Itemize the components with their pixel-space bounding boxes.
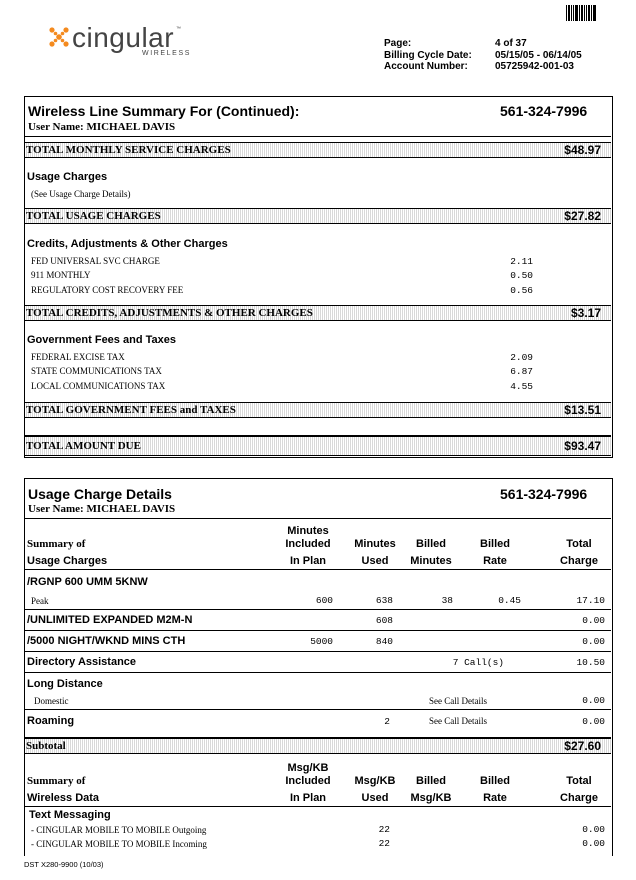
wireless-data-label: Wireless Data	[27, 792, 100, 804]
usage-charges-label: Usage Charges	[27, 555, 108, 567]
billed-rate: 0.45	[498, 595, 521, 606]
col-header: Included	[285, 775, 331, 787]
subtotal-amount: $27.60	[564, 739, 601, 753]
col-header: Msg/KB	[354, 775, 396, 787]
credit-item-name: REGULATORY COST RECOVERY FEE	[31, 285, 184, 295]
col-header: Billed	[480, 538, 510, 550]
credit-item-amount: 0.56	[510, 285, 533, 296]
col-header: In Plan	[289, 555, 327, 567]
credit-item-amount: 0.50	[510, 270, 533, 281]
logo-subtitle: WIRELESS	[142, 50, 191, 57]
gov-item-name: FEDERAL EXCISE TAX	[31, 352, 125, 362]
account-number-value: 05725942-001-03	[495, 61, 574, 72]
total-credits-row	[25, 305, 611, 321]
total-charge: 0.00	[582, 716, 605, 727]
msg-used: 22	[378, 824, 390, 835]
col-header: Rate	[483, 555, 507, 567]
credit-item-name: FED UNIVERSAL SVC CHARGE	[31, 256, 160, 266]
usage-details-user: User Name: MICHAEL DAVIS	[28, 503, 176, 515]
col-header: Billed	[416, 775, 446, 787]
divider	[25, 609, 611, 610]
col-header: Used	[361, 792, 389, 804]
summary-of-label: Summary of	[27, 775, 86, 787]
minutes-used: 638	[375, 595, 393, 606]
see-call-details: See Call Details	[429, 696, 487, 706]
usage-details-title: Usage Charge Details	[28, 486, 172, 502]
gov-item-name: LOCAL COMMUNICATIONS TAX	[31, 381, 166, 391]
billed-minutes: 38	[441, 595, 453, 606]
col-header: Billed	[480, 775, 510, 787]
total-charge: 0.00	[582, 695, 605, 706]
col-header: Charge	[560, 555, 598, 567]
usage-charges-note: (See Usage Charge Details)	[31, 189, 131, 199]
divider	[25, 651, 611, 652]
summary-of-label: Summary of	[27, 538, 86, 550]
col-header: Msg/KB	[287, 762, 329, 774]
gov-item-name: STATE COMMUNICATIONS TAX	[31, 366, 162, 376]
col-header: Minutes	[410, 555, 452, 567]
divider	[25, 630, 611, 631]
total-credits-amount: $3.17	[570, 306, 601, 320]
gov-fees-heading: Government Fees and Taxes	[27, 334, 176, 346]
divider	[25, 569, 611, 570]
minutes-included: 5000	[310, 636, 333, 647]
plan-name: /UNLIMITED EXPANDED M2M-N	[27, 614, 193, 626]
divider	[25, 709, 611, 710]
plan-sub-label: Peak	[31, 596, 49, 606]
minutes-included: 600	[315, 595, 333, 606]
total-charge: 0.00	[582, 636, 605, 647]
total-due-amount: $93.47	[564, 439, 601, 453]
col-header: Charge	[560, 792, 598, 804]
total-gov-amount: $13.51	[564, 403, 601, 417]
total-monthly-amount: $48.97	[564, 143, 601, 157]
total-due-label: TOTAL AMOUNT DUE	[26, 440, 141, 452]
plan-name: /RGNP 600 UMM 5KNW	[27, 576, 148, 588]
long-distance-label: Long Distance	[27, 678, 103, 690]
long-distance-sub-label: Domestic	[34, 696, 69, 706]
gov-item-amount: 6.87	[510, 366, 533, 377]
subtotal-label: Subtotal	[26, 740, 66, 752]
total-charge: 0.00	[582, 615, 605, 626]
directory-assistance-label: Directory Assistance	[27, 656, 137, 668]
line-summary-title: Wireless Line Summary For (Continued):	[28, 103, 300, 119]
barcode	[566, 5, 602, 21]
credit-item-name: 911 MONTHLY	[31, 270, 91, 280]
total-charge: 10.50	[576, 657, 605, 668]
total-gov-row	[25, 402, 611, 418]
col-header: Rate	[483, 792, 507, 804]
plan-name: /5000 NIGHT/WKND MINS CTH	[27, 635, 186, 647]
gov-item-amount: 2.09	[510, 352, 533, 363]
credit-item-amount: 2.11	[510, 256, 533, 267]
col-header: Msg/KB	[410, 792, 452, 804]
line-summary-phone: 561-324-7996	[500, 103, 588, 119]
cingular-jack-icon	[48, 26, 70, 48]
total-due-row	[25, 435, 611, 456]
total-usage-row	[25, 208, 611, 224]
line-summary-user: User Name: MICHAEL DAVIS	[28, 121, 176, 133]
col-header: Total	[566, 775, 592, 787]
form-code-footer: DST X280-9900 (10/03)	[24, 860, 104, 869]
see-call-details: See Call Details	[429, 716, 487, 726]
total-charge: 0.00	[582, 824, 605, 835]
total-usage-label: TOTAL USAGE CHARGES	[26, 210, 161, 222]
col-header: Minutes	[354, 538, 396, 550]
account-number-label: Account Number:	[384, 61, 468, 72]
msg-used: 22	[378, 838, 390, 849]
minutes-used: 840	[375, 636, 393, 647]
divider	[25, 518, 611, 519]
minutes-used: 2	[384, 716, 390, 727]
total-credits-label: TOTAL CREDITS, ADJUSTMENTS & OTHER CHARGES	[26, 307, 313, 319]
subtotal-row	[25, 737, 611, 754]
total-usage-amount: $27.82	[564, 209, 601, 223]
divider	[25, 806, 611, 807]
text-messaging-heading: Text Messaging	[29, 809, 111, 821]
total-monthly-label: TOTAL MONTHLY SERVICE CHARGES	[26, 144, 231, 156]
col-header: Included	[285, 538, 331, 550]
logo-trademark: ™	[176, 26, 181, 32]
credits-heading: Credits, Adjustments & Other Charges	[27, 238, 228, 250]
minutes-used: 608	[375, 615, 393, 626]
col-header: In Plan	[289, 792, 327, 804]
page-value: 4 of 37	[495, 38, 527, 49]
text-row-name: - CINGULAR MOBILE TO MOBILE Outgoing	[31, 825, 207, 835]
col-header: Total	[566, 538, 592, 550]
text-row-name: - CINGULAR MOBILE TO MOBILE Incoming	[31, 839, 207, 849]
total-gov-label: TOTAL GOVERNMENT FEES and TAXES	[26, 404, 236, 416]
col-header: Used	[361, 555, 389, 567]
total-charge: 0.00	[582, 838, 605, 849]
total-monthly-row	[25, 142, 611, 158]
roaming-label: Roaming	[27, 715, 75, 727]
col-header: Billed	[416, 538, 446, 550]
gov-item-amount: 4.55	[510, 381, 533, 392]
divider	[25, 136, 611, 137]
usage-charges-heading: Usage Charges	[27, 171, 108, 183]
page-label: Page:	[384, 38, 412, 49]
total-charge: 17.10	[576, 595, 605, 606]
billing-cycle-label: Billing Cycle Date:	[384, 50, 472, 61]
divider	[25, 672, 611, 673]
usage-details-phone: 561-324-7996	[500, 486, 588, 502]
call-count: 7 Call(s)	[452, 657, 504, 668]
billing-cycle-value: 05/15/05 - 06/14/05	[495, 50, 582, 61]
col-header: Minutes	[287, 525, 329, 537]
logo-wordmark: cingular	[72, 22, 175, 53]
